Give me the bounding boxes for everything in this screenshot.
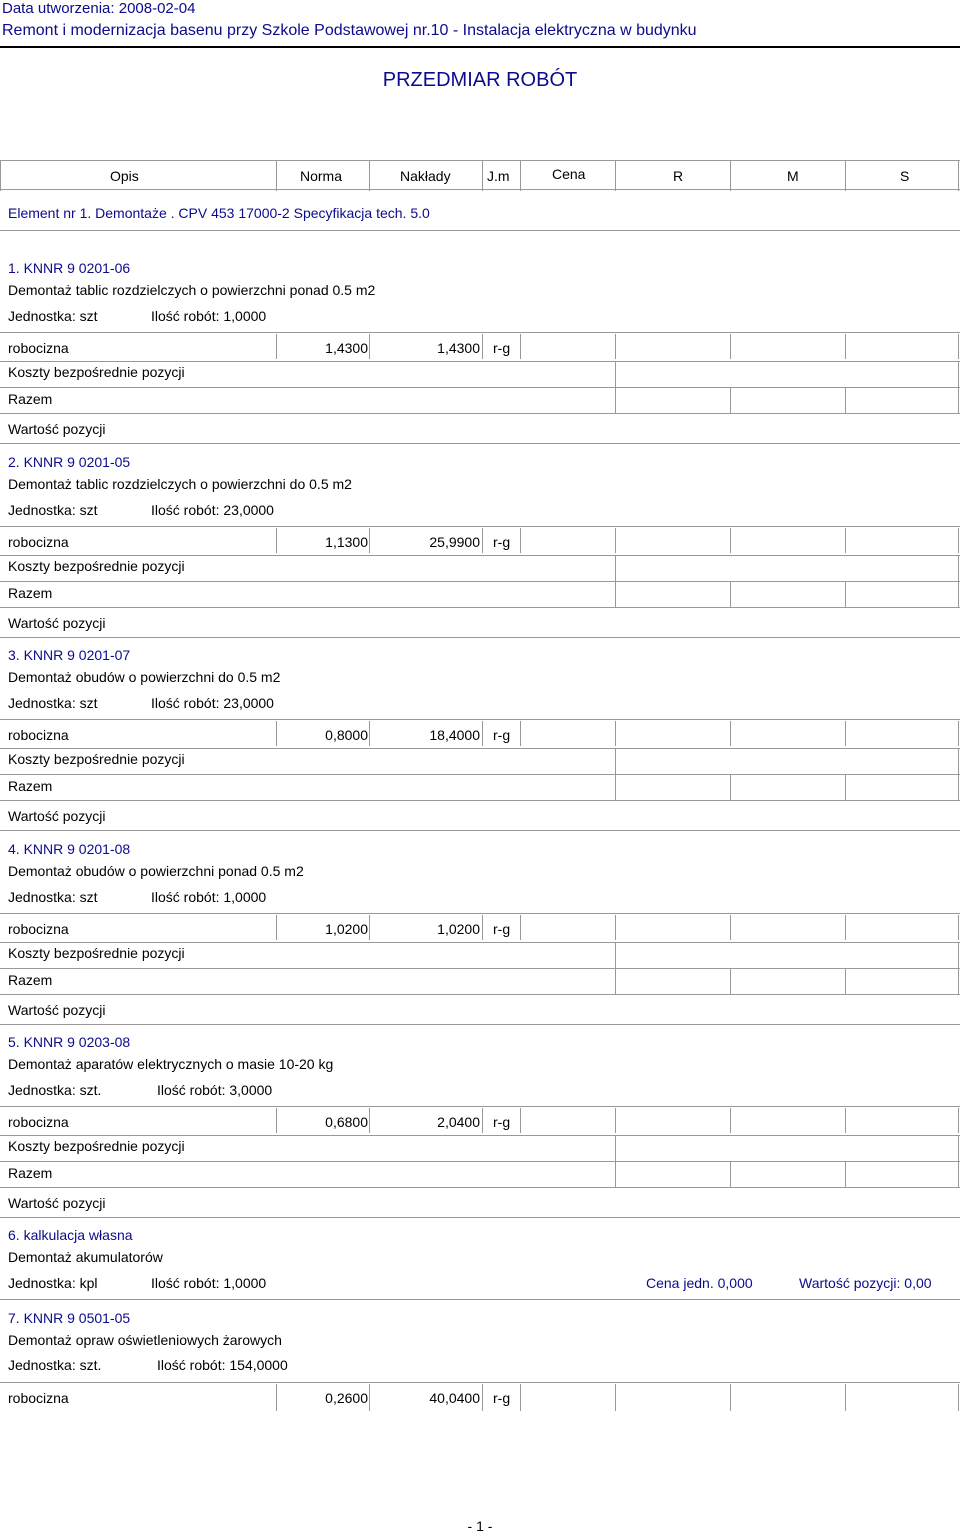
- column-divider: [958, 774, 959, 800]
- column-divider: [730, 774, 731, 800]
- position-unit: Jednostka: szt.: [8, 1357, 102, 1373]
- column-divider: [958, 361, 959, 387]
- labor-amount: 40,0400: [429, 1390, 480, 1406]
- column-divider: [958, 581, 959, 607]
- position-description: Demontaż tablic rozdzielczych o powierzchni ponad 0.5 m2: [8, 282, 376, 298]
- column-divider: [958, 748, 959, 774]
- position-value-label: Wartość pozycji: [8, 615, 106, 631]
- column-divider: [845, 915, 846, 940]
- column-divider: [615, 942, 616, 968]
- labor-norm: 1,1300: [325, 534, 368, 550]
- row-divider: [0, 555, 960, 556]
- row-divider: [0, 387, 960, 388]
- labor-norm: 1,4300: [325, 340, 368, 356]
- position-description: Demontaż obudów o powierzchni ponad 0.5 m2: [8, 863, 304, 879]
- row-divider: [0, 913, 960, 914]
- position-description: Demontaż obudów o powierzchni do 0.5 m2: [8, 669, 281, 685]
- column-divider: [958, 721, 959, 746]
- column-divider: [730, 721, 731, 746]
- labor-amount: 1,4300: [437, 340, 480, 356]
- column-divider: [615, 748, 616, 774]
- column-divider: [482, 1108, 483, 1133]
- column-divider: [958, 528, 959, 553]
- row-divider: [0, 968, 960, 969]
- column-header-row: [0, 160, 960, 190]
- position-block: [0, 1024, 960, 1218]
- element-heading: Element nr 1. Demontaże . CPV 453 17000-2 Specyfikacja tech. 5.0: [8, 205, 430, 221]
- position-quantity: Ilość robót: 1,0000: [151, 308, 267, 324]
- column-divider: [958, 1108, 959, 1133]
- column-divider: [958, 387, 959, 413]
- labor-unit: r-g: [493, 340, 511, 356]
- project-title: Remont i modernizacja basenu przy Szkole Podstawowej nr.10 - Instalacja elektryczna w budynku: [2, 22, 697, 39]
- column-divider: [615, 528, 616, 553]
- column-divider: [845, 528, 846, 553]
- direct-costs-label: Koszty bezpośrednie pozycji: [8, 558, 185, 574]
- position-block: [0, 250, 960, 444]
- column-divider: [482, 528, 483, 553]
- position-unit: Jednostka: kpl: [8, 1275, 98, 1291]
- labor-label: robocizna: [8, 1390, 69, 1406]
- page-number: - 1 -: [467, 1518, 493, 1534]
- column-divider: [958, 555, 959, 581]
- row-divider: [0, 581, 960, 582]
- column-divider: [958, 1135, 959, 1161]
- labor-label: robocizna: [8, 340, 69, 356]
- column-divider: [520, 915, 521, 940]
- column-divider: [615, 1135, 616, 1161]
- page-title: PRZEDMIAR ROBÓT: [382, 69, 578, 91]
- row-divider: [0, 719, 960, 720]
- column-divider: [845, 334, 846, 359]
- total-label: Razem: [8, 972, 53, 988]
- column-divider: [845, 387, 846, 413]
- position-block: [0, 637, 960, 831]
- column-divider: [615, 555, 616, 581]
- labor-amount: 18,4000: [429, 727, 480, 743]
- column-divider: [369, 334, 370, 359]
- column-divider: [958, 915, 959, 940]
- column-divider: [845, 721, 846, 746]
- position-code: 6. kalkulacja własna: [8, 1227, 133, 1243]
- row-divider: [0, 332, 960, 333]
- row-divider: [0, 1187, 960, 1188]
- column-divider: [958, 1161, 959, 1187]
- column-divider: [520, 528, 521, 553]
- direct-costs-label: Koszty bezpośrednie pozycji: [8, 751, 185, 767]
- row-divider: [0, 942, 960, 943]
- position-description: Demontaż tablic rozdzielczych o powierzchni do 0.5 m2: [8, 476, 352, 492]
- direct-costs-label: Koszty bezpośrednie pozycji: [8, 945, 185, 961]
- col-r: R: [673, 168, 684, 184]
- labor-amount: 1,0200: [437, 921, 480, 937]
- column-divider: [730, 968, 731, 994]
- labor-norm: 0,2600: [325, 1390, 368, 1406]
- column-divider: [520, 721, 521, 746]
- position-code: 4. KNNR 9 0201-08: [8, 841, 131, 857]
- labor-label: robocizna: [8, 921, 69, 937]
- column-divider: [276, 334, 277, 359]
- column-divider: [958, 968, 959, 994]
- labor-unit: r-g: [493, 1390, 511, 1406]
- total-label: Razem: [8, 778, 53, 794]
- col-naklady: Nakłady: [400, 168, 451, 184]
- row-divider: [0, 1217, 960, 1218]
- position-value: Wartość pozycji: 0,00: [799, 1275, 932, 1291]
- position-block: [0, 831, 960, 1025]
- column-divider: [730, 334, 731, 359]
- position-code: 1. KNNR 9 0201-06: [8, 260, 131, 276]
- column-divider: [845, 1108, 846, 1133]
- labor-label: robocizna: [8, 534, 69, 550]
- unit-price: Cena jedn. 0,000: [646, 1275, 753, 1291]
- labor-unit: r-g: [493, 727, 511, 743]
- column-divider: [730, 528, 731, 553]
- position-code: 7. KNNR 9 0501-05: [8, 1310, 131, 1326]
- row-divider: [0, 413, 960, 414]
- column-divider: [615, 774, 616, 800]
- labor-amount: 2,0400: [437, 1114, 480, 1130]
- row-divider: [0, 1382, 960, 1383]
- column-divider: [845, 774, 846, 800]
- position-7: [0, 1300, 960, 1412]
- position-quantity: Ilość robót: 1,0000: [151, 889, 267, 905]
- element-divider: [0, 230, 960, 231]
- position-quantity: Ilość robót: 23,0000: [151, 502, 274, 518]
- position-quantity: Ilość robót: 154,0000: [157, 1357, 288, 1373]
- labor-norm: 0,8000: [325, 727, 368, 743]
- column-divider: [276, 1108, 277, 1133]
- column-divider: [520, 1108, 521, 1133]
- labor-label: robocizna: [8, 727, 69, 743]
- position-description: Demontaż akumulatorów: [8, 1249, 163, 1265]
- position-block: [0, 444, 960, 638]
- position-value-label: Wartość pozycji: [8, 1195, 106, 1211]
- column-divider: [615, 334, 616, 359]
- labor-amount: 25,9900: [429, 534, 480, 550]
- row-divider: [0, 774, 960, 775]
- total-label: Razem: [8, 585, 53, 601]
- row-divider: [0, 1106, 960, 1107]
- column-divider: [615, 721, 616, 746]
- column-divider: [482, 915, 483, 940]
- position-unit: Jednostka: szt: [8, 889, 98, 905]
- col-s: S: [900, 168, 910, 184]
- total-label: Razem: [8, 1165, 53, 1181]
- labor-norm: 1,0200: [325, 921, 368, 937]
- labor-unit: r-g: [493, 534, 511, 550]
- column-divider: [369, 915, 370, 940]
- row-divider: [0, 1161, 960, 1162]
- column-divider: [615, 968, 616, 994]
- column-divider: [730, 581, 731, 607]
- column-divider: [369, 721, 370, 746]
- column-divider: [730, 1108, 731, 1133]
- column-divider: [276, 721, 277, 746]
- position-unit: Jednostka: szt: [8, 308, 98, 324]
- column-divider: [615, 915, 616, 940]
- column-divider: [276, 915, 277, 940]
- labor-unit: r-g: [493, 1114, 511, 1130]
- row-divider: [0, 1135, 960, 1136]
- column-divider: [369, 528, 370, 553]
- column-divider: [845, 968, 846, 994]
- position-unit: Jednostka: szt.: [8, 1082, 102, 1098]
- position-code: 3. KNNR 9 0201-07: [8, 647, 131, 663]
- column-divider: [730, 1161, 731, 1187]
- column-divider: [730, 915, 731, 940]
- column-divider: [845, 1161, 846, 1187]
- column-divider: [958, 942, 959, 968]
- position-quantity: Ilość robót: 23,0000: [151, 695, 274, 711]
- column-divider: [730, 387, 731, 413]
- position-quantity: Ilość robót: 3,0000: [157, 1082, 273, 1098]
- column-divider: [615, 1161, 616, 1187]
- direct-costs-label: Koszty bezpośrednie pozycji: [8, 364, 185, 380]
- position-value-label: Wartość pozycji: [8, 421, 106, 437]
- position-code: 2. KNNR 9 0201-05: [8, 454, 131, 470]
- row-divider: [0, 800, 960, 801]
- position-value-label: Wartość pozycji: [8, 808, 106, 824]
- position-value-label: Wartość pozycji: [8, 1002, 106, 1018]
- total-label: Razem: [8, 391, 53, 407]
- labor-unit: r-g: [493, 921, 511, 937]
- position-description: Demontaż aparatów elektrycznych o masie 10-20 kg: [8, 1056, 334, 1072]
- labor-norm: 0,6800: [325, 1114, 368, 1130]
- column-divider: [615, 581, 616, 607]
- column-divider: [520, 334, 521, 359]
- column-divider: [276, 528, 277, 553]
- header-divider: [0, 46, 960, 48]
- col-norma: Norma: [300, 168, 343, 184]
- col-m: M: [787, 168, 799, 184]
- column-divider: [615, 1108, 616, 1133]
- position-code: 5. KNNR 9 0203-08: [8, 1034, 131, 1050]
- position-quantity: Ilość robót: 1,0000: [151, 1275, 267, 1291]
- position-description: Demontaż opraw oświetleniowych żarowych: [8, 1332, 282, 1348]
- row-divider: [0, 748, 960, 749]
- column-divider: [482, 334, 483, 359]
- column-divider: [482, 721, 483, 746]
- column-divider: [615, 387, 616, 413]
- position-unit: Jednostka: szt: [8, 695, 98, 711]
- column-divider: [845, 581, 846, 607]
- row-divider: [0, 361, 960, 362]
- column-divider: [369, 1108, 370, 1133]
- col-opis: Opis: [110, 168, 139, 184]
- creation-date: Data utworzenia: 2008-02-04: [2, 0, 196, 17]
- column-divider: [615, 361, 616, 387]
- row-divider: [0, 607, 960, 608]
- position-unit: Jednostka: szt: [8, 502, 98, 518]
- row-divider: [0, 994, 960, 995]
- labor-label: robocizna: [8, 1114, 69, 1130]
- direct-costs-label: Koszty bezpośrednie pozycji: [8, 1138, 185, 1154]
- column-divider: [958, 334, 959, 359]
- col-cena: Cena: [552, 166, 586, 182]
- position-6: [0, 1225, 960, 1300]
- row-divider: [0, 526, 960, 527]
- col-jm: J.m: [487, 168, 510, 184]
